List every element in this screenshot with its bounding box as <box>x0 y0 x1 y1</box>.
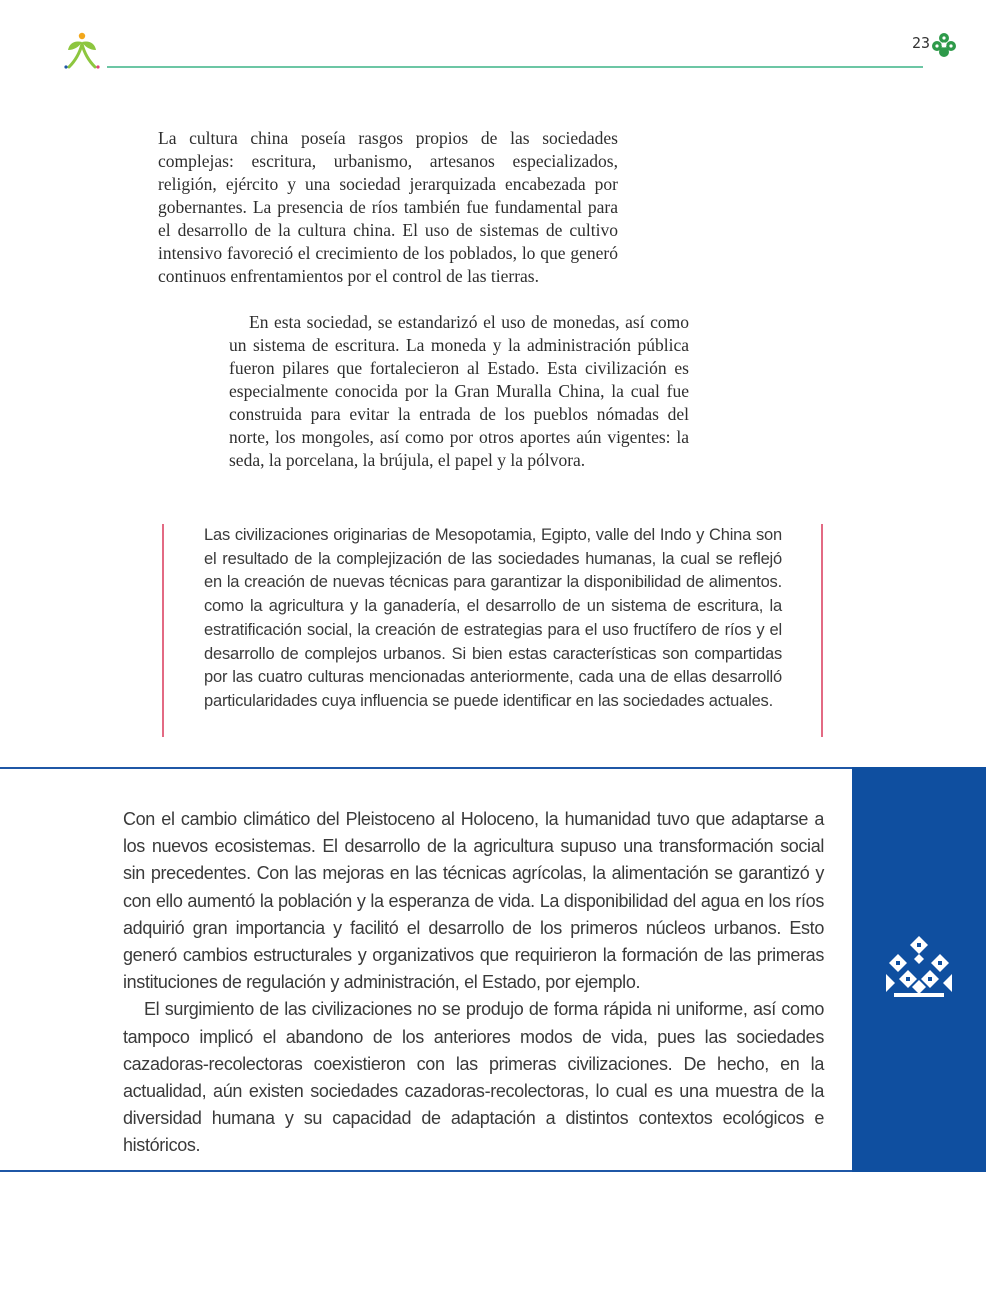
china-paragraph-1-text: La cultura china poseía rasgos propios de las sociedades complejas: escritura, urbanismo, artesanos especializados, religión, ejército y una sociedad jerarquizada encabezada por gobernantes. La presencia de ríos también fue fundamental para el desarrollo de la cultura china. El uso de sistemas de cultivo intensivo favoreció el crecimiento de los poblados, lo que generó continuos enfrentamientos por el control de las tierras. <box>158 128 618 286</box>
closing-section <box>123 806 824 1160</box>
band-bottom-rule <box>0 1170 852 1172</box>
callout-text: Las civilizaciones originarias de Mesopotamia, Egipto, valle del Indo y China son el resultado de la complejización de las sociedades humanas, la cual se reflejó en la creación de nuevas técnicas para garantizar la disponibilidad de alimentos. como la agricultura y la ganadería, el desarrollo de un sistema de escritura, la estratificación social, la creación de estrategias para el uso fructífero de ríos y el desarrollo de complejos urbanos. Si bien estas características son compartidas por las cuatro culturas mencionadas anteriormente, cada una de ellas desarrolló particularidades cuya influencia se puede identificar en las sociedades actuales. <box>204 526 782 710</box>
header-rule <box>107 66 923 68</box>
sprout-figure-icon <box>60 30 104 74</box>
china-paragraph-2 <box>229 311 689 472</box>
cloverleaf-icon <box>930 31 958 59</box>
callout-left-bar <box>162 524 164 737</box>
band-top-rule <box>0 767 852 769</box>
page-number: 23 <box>911 34 930 52</box>
closing-paragraph-2: El surgimiento de las civilizaciones no se produjo de forma rápida ni uniforme, así como tampoco implicó el abandono de los anteriores modos de vida, pues las sociedades cazadoras-recolectoras coexistieron con las primeras civilizaciones. De hecho, en la actualidad, aún existen sociedades cazadoras-recolectoras, lo cual es una muestra de la diversidad humana y su capacidad de adaptación a distintos contextos ecológicos e históricos. <box>123 999 824 1156</box>
callout-right-bar <box>821 524 823 737</box>
china-paragraph-1 <box>158 127 618 288</box>
china-paragraph-2-text: En esta sociedad, se estandarizó el uso de monedas, así como un sistema de escritura. La moneda y la administración pública fueron pilares que fortalecieron al Estado. Esta civilización es especialmente conocida por la Gran Muralla China, la cual fue construida para evitar la entrada de los pueblos nómadas del norte, los mongoles, así como por otros aportes aún vigentes: la seda, la porcelana, la brújula, el papel y la pólvora. <box>229 312 689 470</box>
callout-box <box>204 524 782 714</box>
closing-paragraph-1: Con el cambio climático del Pleistoceno al Holoceno, la humanidad tuvo que adaptarse a los nuevos ecosistemas. El desarrollo de la agricultura supuso una transformación social sin precedentes. Con las mejoras en las técnicas agrícolas, la alimentación se garantizó y con ello aumentó la población y la esperanza de vida. La disponibilidad del agua en los ríos adquirió gran importancia y facilitó el desarrollo de los primeros núcleos urbanos. Esto generó cambios estructurales y organizativos que requirieron la formación de las primeras instituciones de regulación y administración, el Estado, por ejemplo. <box>123 809 824 993</box>
flower-motif-icon <box>884 934 954 1000</box>
